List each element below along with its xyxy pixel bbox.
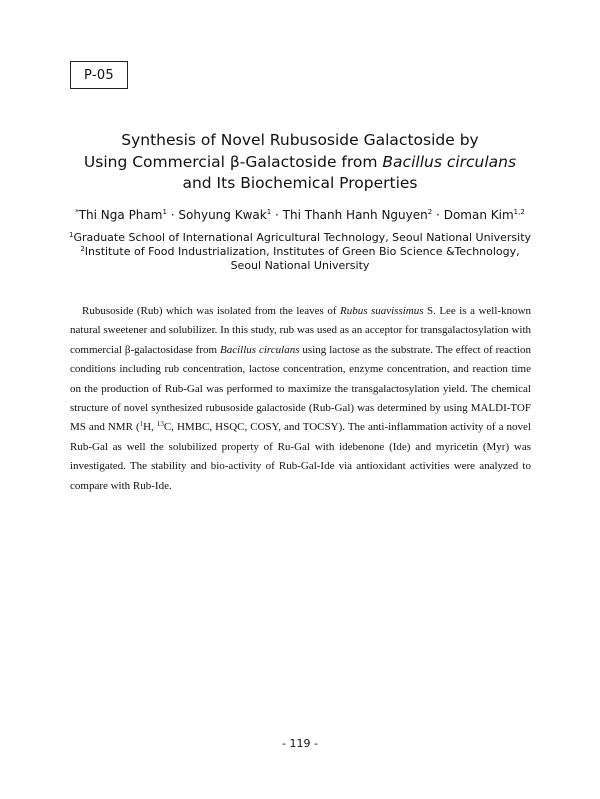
abstract-line (70, 418, 531, 437)
title-line-1: Synthesis of Novel Rubusoside Galactoside by (121, 131, 479, 149)
affiliation-number: 2 (80, 245, 85, 253)
abstract-text: using lactose as the substrate. The effect of reaction (299, 343, 531, 356)
affiliation-2-continued: Seoul National University (230, 259, 370, 272)
poster-id-box (70, 61, 128, 89)
title-line-2-italic: Bacillus circulans (382, 152, 517, 171)
abstract-text: Rubusoside (Rub) which was isolated from the leaves of (82, 305, 340, 317)
author-separator: · (436, 208, 440, 222)
isotope-superscript: 1 (139, 420, 144, 429)
page-number: - 119 - (282, 737, 318, 750)
author-name: Thi Nga Pham (78, 208, 163, 222)
abstract-text: H, (143, 421, 157, 434)
abstract-text: commercial β-galactosidase from (70, 343, 220, 356)
abstract-line (70, 341, 531, 360)
corresponding-mark: * (75, 208, 79, 216)
author-name: Sohyung Kwak (178, 208, 267, 222)
affiliation-text: Institute of Food Industrialization, Institutes of Green Bio Science &Technology, (84, 245, 520, 258)
title-line-3: and Its Biochemical Properties (182, 174, 418, 192)
abstract-text: S. Lee is a well-known (423, 305, 532, 317)
author-affiliation: 1 (162, 208, 167, 216)
affiliation-2 (40, 245, 560, 259)
author-list (40, 205, 560, 225)
species-name: Rubus suavissimus (339, 305, 424, 317)
author-separator: · (170, 208, 175, 222)
abstract-line: compare with Rub-Ide. (70, 479, 172, 492)
abstract-line: on the production of Rub-Gal was performed to maximize the transgalactosylation yield. The chemical (70, 382, 531, 395)
author-name: Thi Thanh Hanh Nguyen (282, 208, 428, 222)
abstract-line: Rub-Gal as well the solubilized property of Ru-Gal with idebenone (Ide) and myricetin (Myr) was (70, 440, 531, 453)
title-line-2 (60, 152, 540, 174)
affiliation-number: 1 (68, 231, 74, 239)
author-affiliation: 1,2 (513, 208, 525, 216)
abstract-line (70, 302, 531, 321)
abstract-line: structure of novel synthesized rubusoside galactoside (Rub-Gal) was determined by using MALDI-TOF (70, 402, 531, 415)
isotope-superscript: 13 (156, 420, 164, 429)
affiliation-1 (40, 231, 560, 245)
species-name: Bacillus circulans (219, 343, 300, 356)
abstract-line: natural sweetener and solubilizer. In this study, rub was used as an acceptor for transgalactosylation with (70, 324, 531, 337)
author-affiliation: 2 (427, 208, 433, 216)
title-line-2-prefix: Using Commercial β-Galactoside from (83, 152, 383, 171)
paper-title (60, 130, 540, 195)
affiliation-text: Graduate School of International Agricultural Technology, Seoul National University (73, 231, 532, 244)
poster-id: P-05 (84, 67, 114, 83)
author-separator: · (275, 208, 279, 222)
author-name: Doman Kim (443, 208, 514, 222)
abstract-text: C, HMBC, HSQC, COSY, and TOCSY). The anti-inflammation activity of a novel (163, 421, 531, 434)
abstract-line: conditions including rub concentration, lactose concentration, enzyme concentration, and reaction time (70, 363, 531, 376)
affiliations (40, 231, 560, 273)
abstract (70, 302, 531, 496)
author-affiliation: 1 (266, 208, 272, 216)
abstract-text: MS and NMR ( (70, 421, 140, 434)
abstract-line: investigated. The stability and bio-activity of Rub-Gal-Ide via antioxidant activities were analyzed to (70, 460, 531, 473)
